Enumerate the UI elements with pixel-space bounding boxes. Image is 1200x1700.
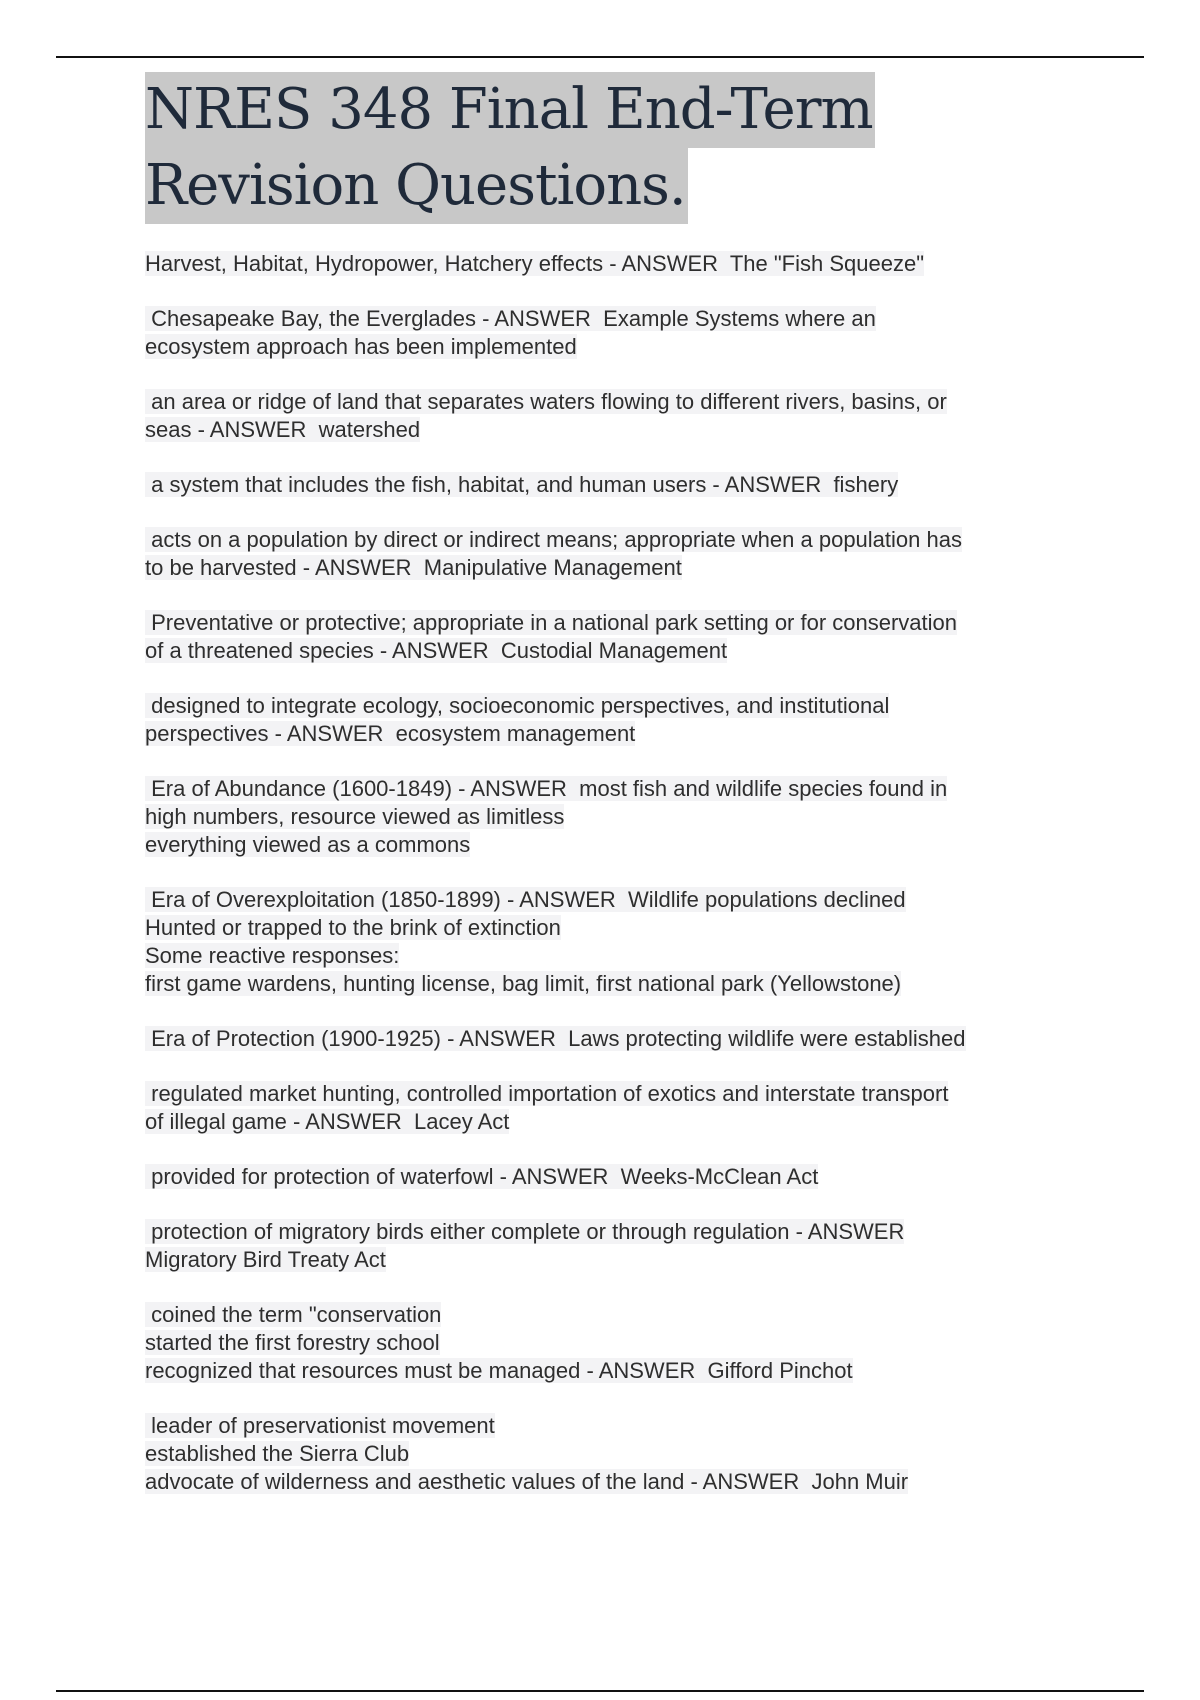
qa-line: Preventative or protective; appropriate in a national park setting or for conservation	[145, 610, 958, 635]
qa-line: to be harvested - ANSWER Manipulative Management	[145, 555, 682, 580]
qa-line: Harvest, Habitat, Hydropower, Hatchery effects - ANSWER The "Fish Squeeze"	[145, 251, 925, 276]
qa-line: Era of Abundance (1600-1849) - ANSWER most fish and wildlife species found in	[145, 776, 948, 801]
qa-item	[145, 1163, 1075, 1191]
qa-line: everything viewed as a commons	[145, 832, 471, 857]
qa-line: recognized that resources must be managed - ANSWER Gifford Pinchot	[145, 1358, 853, 1383]
title-line-1: NRES 348 Final End-Term	[145, 72, 875, 148]
qa-item	[145, 692, 1075, 748]
document-title	[145, 72, 1095, 224]
qa-line: a system that includes the fish, habitat, and human users - ANSWER fishery	[145, 472, 899, 497]
qa-item	[145, 609, 1075, 665]
qa-item	[145, 388, 1075, 444]
qa-item	[145, 250, 1075, 278]
qa-line: seas - ANSWER watershed	[145, 417, 421, 442]
qa-line: leader of preservationist movement	[145, 1413, 495, 1438]
qa-line: Hunted or trapped to the brink of extinction	[145, 915, 561, 940]
qa-item	[145, 886, 1075, 998]
qa-item	[145, 1080, 1075, 1136]
qa-line: of a threatened species - ANSWER Custodial Management	[145, 638, 728, 663]
top-divider	[56, 56, 1144, 58]
qa-line: Migratory Bird Treaty Act	[145, 1247, 386, 1272]
qa-line: Era of Protection (1900-1925) - ANSWER Laws protecting wildlife were established	[145, 1026, 966, 1051]
qa-line: coined the term "conservation	[145, 1302, 442, 1327]
question-answer-list	[145, 250, 1075, 1523]
qa-item	[145, 1301, 1075, 1385]
title-line-2: Revision Questions.	[145, 148, 688, 224]
qa-line: established the Sierra Club	[145, 1441, 410, 1466]
qa-line: Some reactive responses:	[145, 943, 400, 968]
qa-line: acts on a population by direct or indirect means; appropriate when a population has	[145, 527, 962, 552]
qa-item	[145, 305, 1075, 361]
qa-line: high numbers, resource viewed as limitless	[145, 804, 565, 829]
qa-item	[145, 471, 1075, 499]
qa-item	[145, 1412, 1075, 1496]
qa-item	[145, 1025, 1075, 1053]
qa-line: regulated market hunting, controlled importation of exotics and interstate transport	[145, 1081, 949, 1106]
qa-line: protection of migratory birds either complete or through regulation - ANSWER	[145, 1219, 905, 1244]
qa-line: an area or ridge of land that separates waters flowing to different rivers, basins, or	[145, 389, 947, 414]
qa-line: designed to integrate ecology, socioeconomic perspectives, and institutional	[145, 693, 890, 718]
qa-line: Chesapeake Bay, the Everglades - ANSWER Example Systems where an	[145, 306, 876, 331]
qa-line: of illegal game - ANSWER Lacey Act	[145, 1109, 510, 1134]
qa-line: ecosystem approach has been implemented	[145, 334, 577, 359]
qa-line: advocate of wilderness and aesthetic values of the land - ANSWER John Muir	[145, 1469, 909, 1494]
qa-item	[145, 775, 1075, 859]
qa-line: started the first forestry school	[145, 1330, 440, 1355]
qa-line: perspectives - ANSWER ecosystem management	[145, 721, 636, 746]
qa-item	[145, 526, 1075, 582]
qa-item	[145, 1218, 1075, 1274]
bottom-divider	[56, 1690, 1144, 1692]
qa-line: first game wardens, hunting license, bag limit, first national park (Yellowstone)	[145, 971, 902, 996]
qa-line: Era of Overexploitation (1850-1899) - ANSWER Wildlife populations declined	[145, 887, 906, 912]
qa-line: provided for protection of waterfowl - ANSWER Weeks-McClean Act	[145, 1164, 819, 1189]
